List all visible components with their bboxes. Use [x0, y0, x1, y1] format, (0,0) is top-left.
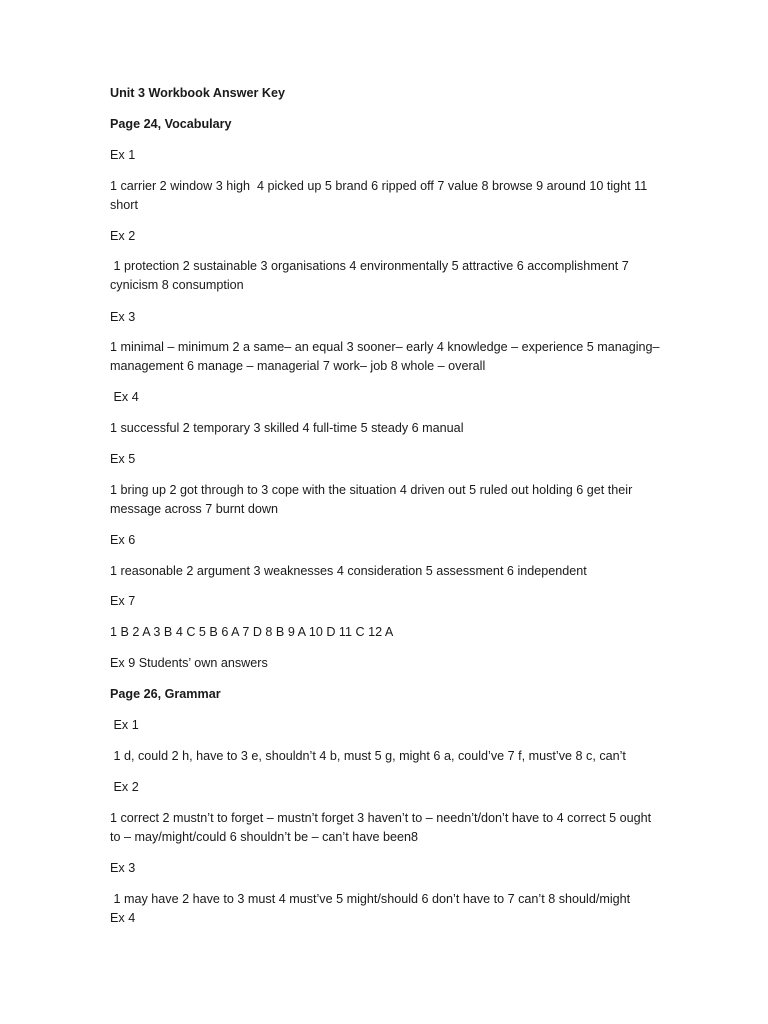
- grammar-ex1-answers: 1 d, could 2 h, have to 3 e, shouldn’t 4 b, must 5 g, might 6 a, could’ve 7 f, must’ve 8 c, can’t: [110, 749, 626, 763]
- grammar-ex3-label: Ex 3: [110, 861, 136, 875]
- vocabulary-ex4-label: Ex 4: [110, 390, 139, 404]
- vocabulary-ex5-answers: 1 bring up 2 got through to 3 cope with the situation 4 driven out 5 ruled out holding 6 get their message across 7 burnt down: [110, 483, 636, 516]
- vocabulary-ex9-line: Ex 9 Students’ own answers: [110, 656, 268, 670]
- vocabulary-ex3-answers: 1 minimal – minimum 2 a same– an equal 3 sooner– early 4 knowledge – experience 5 managing– management 6 manage – managerial 7 work– job 8 whole – overall: [110, 340, 664, 373]
- vocabulary-ex2-label: Ex 2: [110, 229, 136, 243]
- vocabulary-ex4-answers: 1 successful 2 temporary 3 skilled 4 full-time 5 steady 6 manual: [110, 421, 464, 435]
- vocabulary-ex1-label: Ex 1: [110, 148, 136, 162]
- vocabulary-ex7-answers: 1 B 2 A 3 B 4 C 5 B 6 A 7 D 8 B 9 A 10 D 11 C 12 A: [110, 625, 394, 639]
- grammar-ex4-label: Ex 4: [110, 911, 136, 925]
- vocabulary-ex6-answers: 1 reasonable 2 argument 3 weaknesses 4 consideration 5 assessment 6 independent: [110, 564, 587, 578]
- grammar-ex2-answers: 1 correct 2 mustn’t to forget – mustn’t forget 3 haven’t to – needn’t/don’t have to 4 correct 5 ought to – may/might/could 6 shouldn’t be – can’t have been8: [110, 811, 655, 844]
- vocabulary-ex6-label: Ex 6: [110, 533, 136, 547]
- vocabulary-ex7-label: Ex 7: [110, 594, 136, 608]
- document-title: Unit 3 Workbook Answer Key: [110, 86, 285, 100]
- vocabulary-heading: Page 24, Vocabulary: [110, 117, 232, 131]
- grammar-ex3-answers: 1 may have 2 have to 3 must 4 must’ve 5 might/should 6 don’t have to 7 can’t 8 should/might: [110, 892, 631, 906]
- vocabulary-ex1-answers: 1 carrier 2 window 3 high 4 picked up 5 brand 6 ripped off 7 value 8 browse 9 around 10 tight 11 short: [110, 179, 651, 212]
- vocabulary-ex3-label: Ex 3: [110, 310, 136, 324]
- grammar-ex1-label: Ex 1: [110, 718, 139, 732]
- vocabulary-ex5-label: Ex 5: [110, 452, 136, 466]
- vocabulary-ex2-answers: 1 protection 2 sustainable 3 organisations 4 environmentally 5 attractive 6 accomplishment 7 cynicism 8 consumption: [110, 259, 633, 292]
- grammar-ex2-label: Ex 2: [110, 780, 139, 794]
- grammar-heading: Page 26, Grammar: [110, 687, 221, 701]
